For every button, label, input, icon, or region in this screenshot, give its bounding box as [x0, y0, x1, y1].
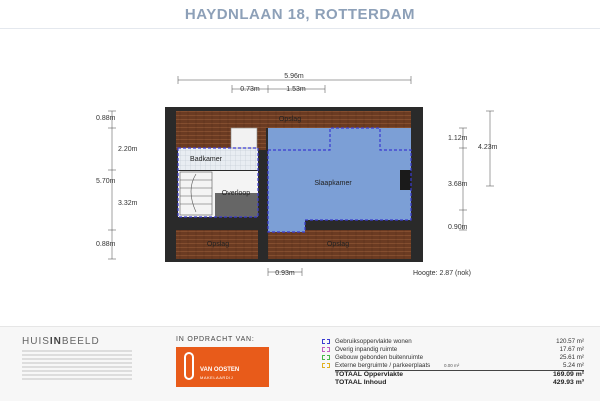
brand-logo: HUISINBEELD	[22, 336, 100, 347]
total-volume-value: 429.93 m³	[553, 379, 584, 386]
dim-right-bottom: 0.90m	[448, 224, 468, 231]
agent-subtitle: MAKELAARDIJ	[200, 375, 234, 380]
room-label-badkamer: Badkamer	[190, 156, 222, 163]
height-note: Hoogte: 2.87 (nok)	[413, 270, 471, 277]
legend-swatch-icon	[322, 347, 330, 352]
legend-extra-value: 0.00 m²	[444, 363, 460, 368]
dim-right-mid: 3.68m	[448, 181, 468, 188]
legend-label: Externe bergruimte / parkeerplaats	[335, 362, 431, 369]
legend-swatch-icon	[322, 355, 330, 360]
page-title: HAYDNLAAN 18, ROTTERDAM	[184, 6, 416, 23]
dormer-window	[400, 170, 411, 190]
legend-value: 120.57 m²	[556, 338, 584, 345]
total-area-label: TOTAAL Oppervlakte	[335, 371, 403, 378]
agent-name: VAN OOSTEN	[200, 367, 240, 373]
legend-value: 17.67 m²	[559, 346, 584, 353]
bath-fixture	[231, 128, 257, 148]
dim-left-top: 0.88m	[96, 115, 116, 122]
legend-row	[322, 338, 584, 346]
dim-right-outer: 4.23m	[478, 144, 498, 151]
area-legend	[322, 338, 584, 387]
brand-fineprint	[22, 348, 132, 382]
room-label-overloop: Overloop	[221, 190, 251, 197]
dim-total-width: 5.96m	[284, 73, 304, 80]
agent-logo	[176, 347, 269, 387]
room-label-opslag-right: Opslag	[326, 241, 350, 248]
agent-mark-icon	[184, 352, 194, 380]
legend-swatch-icon	[322, 363, 330, 368]
legend-value: 25.61 m²	[559, 354, 584, 361]
dim-left-total: 5.70m	[96, 178, 116, 185]
room-label-slaapkamer: Slaapkamer	[314, 180, 352, 187]
dim-left-bottom: 0.88m	[96, 241, 116, 248]
room-label-opslag-left: Opslag	[206, 241, 230, 248]
total-volume-label: TOTAAL Inhoud	[335, 379, 387, 386]
total-area-row	[322, 371, 584, 379]
dim-left-lower: 3.32m	[118, 200, 138, 207]
legend-value: 5.24 m²	[563, 362, 584, 369]
dim-right-top: 1.12m	[448, 135, 468, 142]
total-volume-row	[322, 379, 584, 387]
legend-label: Gebruiksoppervlakte wonen	[335, 338, 412, 345]
room-label-opslag-top: Opslag	[278, 116, 302, 123]
dim-top-right: 1.53m	[286, 86, 306, 93]
legend-label: Overig inpandig ruimte	[335, 346, 398, 353]
total-area-value: 169.09 m²	[553, 371, 584, 378]
legend-row	[322, 346, 584, 354]
dim-left-mid: 2.20m	[118, 146, 138, 153]
legend-row	[322, 362, 584, 370]
legend-row	[322, 354, 584, 362]
legend-swatch-icon	[322, 339, 330, 344]
dim-bottom-width: 0.93m	[275, 270, 295, 277]
commission-label: IN OPDRACHT VAN:	[176, 336, 255, 343]
legend-label: Gebouw gebonden buitenruimte	[335, 354, 424, 361]
dim-top-left: 0.73m	[240, 86, 260, 93]
